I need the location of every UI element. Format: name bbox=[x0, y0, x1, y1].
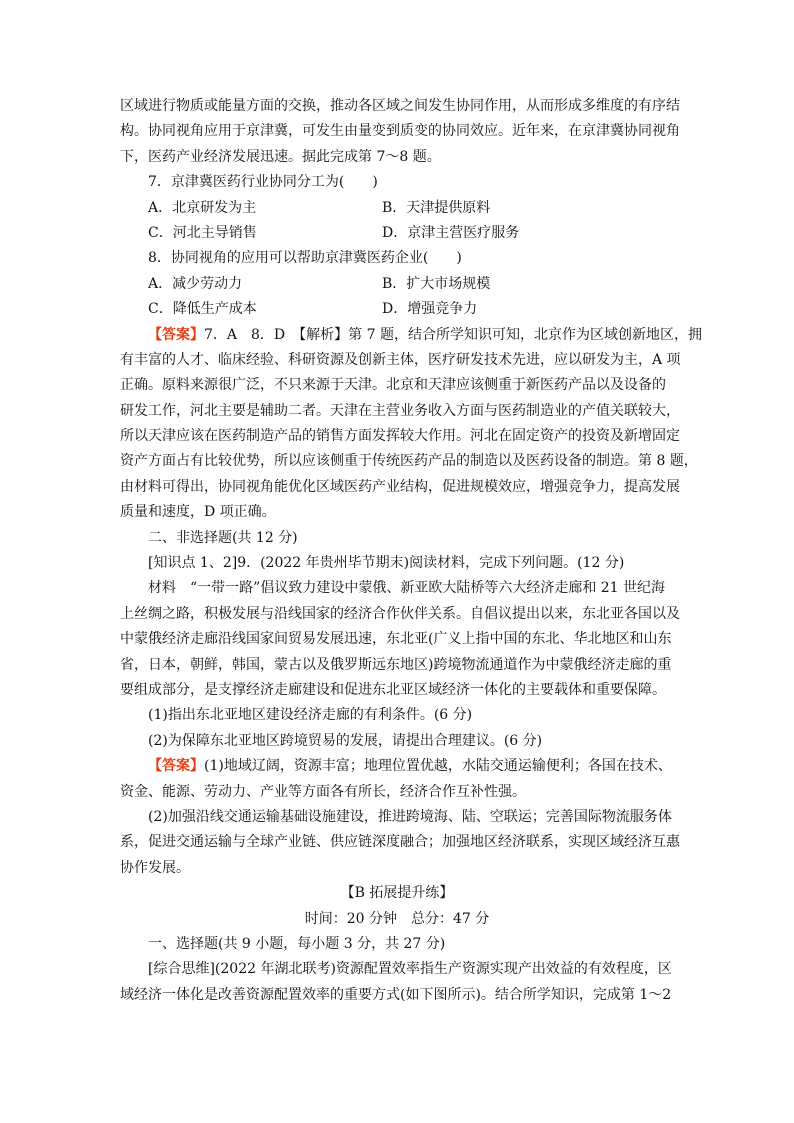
answer-7-8 bbox=[120, 323, 702, 526]
material-line: 要组成部分，是支撑经济走廊建设和促进东北亚区域经济一体化的主要载体和重要保障。 bbox=[120, 681, 666, 698]
question-9 bbox=[120, 551, 680, 754]
section-b-time: 时间：20 分钟 总分：47 分 bbox=[304, 910, 490, 927]
material-line: 材料 “一带一路”倡议致力建设中蒙俄、新亚欧大陆桥等六大经济走廊和 21 世纪海 bbox=[148, 580, 666, 597]
answer-first-line bbox=[120, 323, 702, 348]
option-a: A．减少劳动力 bbox=[148, 275, 243, 292]
answer-text: (1)地域辽阔，资源丰富；地理位置优越，水陆交通运输便利；各国在技术、 bbox=[204, 758, 672, 775]
option-c: C．河北主导销售 bbox=[148, 224, 257, 241]
text-line: 有丰富的人才、临床经验、科研资源及创新主体，医疗研发技术先进，应以研发为主，A 项 bbox=[120, 351, 681, 368]
text-line: 构。协同视角应用于京津冀，可发生由量变到质变的协同效应。近年来，在京津冀协同视角 bbox=[120, 123, 680, 140]
answer-9 bbox=[120, 754, 680, 881]
text-line: 资金、能源、劳动力、产业等方面各有所长，经济合作互补性强。 bbox=[120, 783, 526, 800]
question-7-options-row-2 bbox=[120, 221, 674, 246]
question-8-options-row-2 bbox=[120, 297, 674, 322]
text-line: 区域进行物质或能量方面的交换，推动各区域之间发生协同作用，从而形成多维度的有序结 bbox=[120, 98, 680, 114]
answer-tag: 【答案】 bbox=[148, 758, 204, 775]
sub-question-1: (1)指出东北亚地区建设经济走廊的有利条件。(6 分) bbox=[148, 707, 473, 724]
text-line: 资产方面占有比较优势，所以应该侧重于传统医药产品的制造以及医药设备的制造。第 8 题， bbox=[120, 453, 698, 470]
question-7-stem: 7．京津冀医药行业协同分工为( ) bbox=[148, 174, 378, 191]
question-7 bbox=[120, 170, 674, 246]
option-c: C．降低生产成本 bbox=[148, 301, 257, 318]
material-line: 上丝绸之路，积极发展与沿线国家的经济合作伙伴关系。自倡议提出以来，东北亚各国以及 bbox=[120, 605, 680, 622]
question-8 bbox=[120, 246, 674, 322]
document-page bbox=[120, 94, 702, 1008]
text-line: 正确。原料来源很广泛，不只来源于天津。北京和天津应该侧重于新医药产品以及设备的 bbox=[120, 377, 666, 394]
material-line: 省，日本，朝鲜，韩国，蒙古以及俄罗斯远东地区)跨境物流通道作为中蒙俄经济走廊的重 bbox=[120, 656, 672, 673]
question-7-options-row-1 bbox=[120, 196, 674, 221]
text-line: [综合思维](2022 年湖北联考)资源配置效率指生产资源实现产出效益的有效程度，区 bbox=[148, 961, 672, 978]
material-line: 中蒙俄经济走廊沿线国家间贸易发展迅速，东北亚(广义上指中国的东北、华北地区和山东 bbox=[120, 631, 672, 648]
final-paragraph bbox=[120, 957, 674, 1008]
question-9-header: [知识点 1、2]9．(2022 年贵州毕节期末)阅读材料，完成下列问题。(12 分) bbox=[148, 555, 625, 572]
question-8-options-row-1 bbox=[120, 272, 674, 297]
text-line: 协作发展。 bbox=[120, 859, 190, 876]
text-line: 下，医药产业经济发展迅速。据此完成第 7～8 题。 bbox=[120, 148, 441, 165]
option-d: D．增强竞争力 bbox=[382, 301, 478, 318]
text-line: 系，促进交通运输与全球产业链、供应链深度融合；加强地区经济联系，实现区域经济互惠 bbox=[120, 834, 680, 851]
section-title: 一、选择题(共 9 小题，每小题 3 分，共 27 分) bbox=[148, 935, 446, 952]
answer-first-line bbox=[120, 754, 674, 779]
sub-question-2: (2)为保障东北亚地区跨境贸易的发展，请提出合理建议。(6 分) bbox=[148, 732, 543, 749]
option-a: A．北京研发为主 bbox=[148, 199, 257, 216]
section-b-title: 【B 拓展提升练】 bbox=[340, 885, 454, 902]
section-title: 二、非选择题(共 12 分) bbox=[148, 529, 298, 546]
intro-paragraph bbox=[120, 94, 680, 170]
text-line: 域经济一体化是改善资源配置效率的重要方式(如下图所示)。结合所学知识，完成第 1～2 bbox=[120, 986, 672, 1003]
answer-tag: 【答案】 bbox=[148, 326, 204, 343]
option-d: D．京津主营医疗服务 bbox=[382, 224, 520, 241]
answer-text: 7．A 8．D 【解析】第 7 题，结合所学知识可知，北京作为区域创新地区，拥 bbox=[204, 326, 702, 343]
text-line: 研发工作，河北主要是辅助二者。天津在主营业务收入方面与医药制造业的产值关联较大， bbox=[120, 402, 680, 419]
text-line: 所以天津应该在医药制造产品的销售方面发挥较大作用。河北在固定资产的投资及新增固定 bbox=[120, 428, 680, 445]
option-b: B．扩大市场规模 bbox=[382, 275, 491, 292]
question-8-stem: 8．协同视角的应用可以帮助京津冀医药企业( ) bbox=[148, 250, 462, 267]
text-line: 由材料可得出，协同视角能优化区域医药产业结构，促进规模效应，增强竞争力，提高发展 bbox=[120, 478, 680, 495]
text-line: (2)加强沿线交通运输基础设施建设，推进跨境海、陆、空联运；完善国际物流服务体 bbox=[148, 808, 672, 825]
text-line: 质量和速度，D 项正确。 bbox=[120, 504, 276, 521]
option-b: B．天津提供原料 bbox=[382, 199, 491, 216]
